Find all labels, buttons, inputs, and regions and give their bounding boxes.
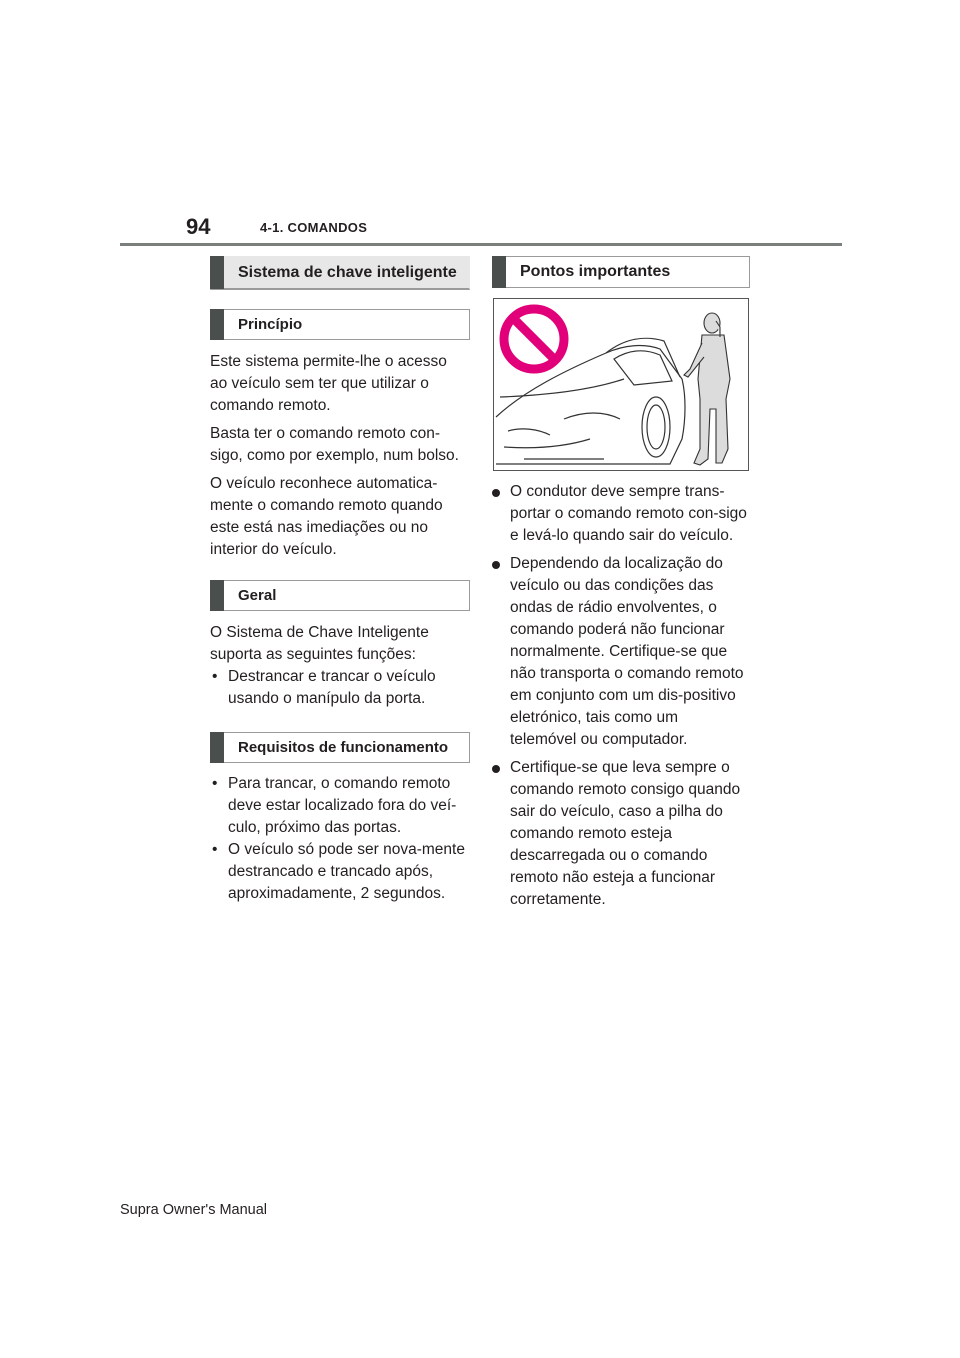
general-body xyxy=(210,622,460,710)
person-with-phone-icon xyxy=(684,313,730,465)
left-column xyxy=(210,256,470,905)
paragraph: O veículo reconhece automatica-mente o comando remoto quando este está nas imediações ou no interior do veículo. xyxy=(210,475,443,558)
subheading-text: Geral xyxy=(238,587,277,604)
bullet-dot xyxy=(492,489,500,497)
list-item: • Destrancar e trancar o veículo usando o manípulo da porta. xyxy=(212,668,436,707)
list-item: Dependendo da localização do veículo ou das condições das ondas de rádio envolventes, o comando poderá não funcionar normalmente. Certifique-se que não transporta o comando remoto em conjunto com um dis-positivo eletrónico, tais como um telemóvel ou computador. xyxy=(492,553,748,751)
bullet-dot xyxy=(492,765,500,773)
page-number: 94 xyxy=(186,214,211,239)
sports-car-icon xyxy=(496,338,685,464)
subheading-text: Requisitos de funcionamento xyxy=(238,739,449,756)
section-heading-smart-key xyxy=(210,256,470,290)
section-heading-text: Pontos importantes xyxy=(520,263,671,280)
bullet-marker: • xyxy=(212,668,218,685)
list-item: Certifique-se que leva sempre o comando remoto consigo quando sair do veículo, caso a pilha do comando remoto esteja descarregada ou o comando remoto não esteja a funcionar corretamente. xyxy=(492,757,748,911)
bullet-dot xyxy=(492,561,500,569)
car-and-person-illustration xyxy=(494,299,749,471)
bullet-marker: • xyxy=(212,775,218,792)
section-heading-important xyxy=(492,256,750,288)
list-item: • Para trancar, o comando remoto deve estar localizado fora do veí-culo, próximo das portas. xyxy=(212,775,457,836)
subheading-principle xyxy=(210,309,470,340)
principle-body xyxy=(210,351,460,561)
important-points-list xyxy=(492,481,748,911)
list-item: • O veículo só pode ser nova-mente destrancado e trancado após, aproximadamente, 2 segundos. xyxy=(212,841,465,902)
general-list xyxy=(210,666,460,710)
paragraph: Basta ter o comando remoto con-sigo, como por exemplo, num bolso. xyxy=(210,425,459,464)
footer-text: Supra Owner's Manual xyxy=(120,1202,268,1218)
section-heading-text: Sistema de chave inteligente xyxy=(238,263,457,281)
header-rule xyxy=(120,243,842,246)
subheading-requirements xyxy=(210,732,470,763)
illustration-no-key-left-behind xyxy=(493,298,749,471)
paragraph: Este sistema permite-lhe o acesso ao veículo sem ter que utilizar o comando remoto. xyxy=(210,353,447,414)
chapter-title: 4-1. COMANDOS xyxy=(260,220,368,235)
subheading-text: Princípio xyxy=(238,316,303,333)
requirements-body xyxy=(210,773,468,905)
list-item: O condutor deve sempre trans-portar o comando remoto con-sigo e levá-lo quando sair do veículo. xyxy=(492,481,748,547)
subheading-general xyxy=(210,580,470,611)
requirements-list xyxy=(210,773,468,905)
bullet-marker: • xyxy=(212,841,218,858)
paragraph: O Sistema de Chave Inteligente suporta as seguintes funções: xyxy=(210,624,429,663)
right-column xyxy=(492,256,750,917)
prohibited-icon xyxy=(504,309,564,369)
